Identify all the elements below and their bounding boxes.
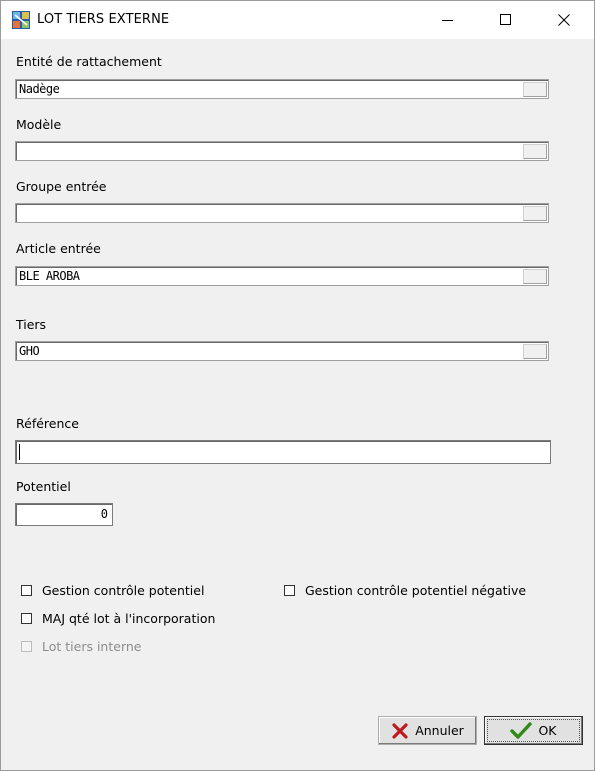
entite-label: Entité de rattachement	[16, 54, 162, 69]
minimize-icon	[442, 14, 454, 26]
article-dropdown-button[interactable]	[523, 269, 547, 284]
checkbox-box[interactable]	[21, 585, 32, 596]
close-icon	[558, 14, 570, 26]
potentiel-value: 0	[100, 507, 108, 521]
ok-label: OK	[538, 723, 557, 738]
gestion-controle-label: Gestion contrôle potentiel	[42, 583, 205, 598]
reference-input[interactable]	[15, 440, 551, 464]
app-icon	[12, 11, 30, 29]
focus-rectangle	[487, 719, 580, 742]
maximize-button[interactable]	[483, 1, 529, 39]
modele-combo[interactable]	[15, 141, 549, 161]
text-caret	[19, 444, 20, 460]
article-combo[interactable]	[15, 266, 549, 286]
close-button[interactable]	[541, 1, 587, 39]
maj-qte-label: MAJ qté lot à l'incorporation	[42, 611, 216, 626]
minimize-button[interactable]	[425, 1, 471, 39]
maj-qte-checkbox[interactable]	[21, 611, 215, 626]
maximize-icon	[500, 14, 512, 26]
gestion-negative-label: Gestion contrôle potentiel négative	[305, 583, 527, 598]
entite-combo[interactable]	[15, 79, 549, 99]
checkbox-box[interactable]	[21, 613, 32, 624]
checkbox-box[interactable]	[284, 585, 295, 596]
window-title: LOT TIERS EXTERNE	[37, 12, 170, 27]
article-label: Article entrée	[16, 241, 101, 256]
article-value: BLE AROBA	[19, 269, 80, 283]
cancel-label: Annuler	[415, 723, 464, 738]
potentiel-label: Potentiel	[16, 479, 71, 494]
cancel-x-icon	[391, 722, 409, 740]
lot-interne-checkbox	[21, 639, 141, 654]
modele-label: Modèle	[16, 117, 62, 132]
gestion-negative-checkbox[interactable]	[284, 583, 526, 598]
entite-value: Nadège	[19, 82, 60, 96]
groupe-dropdown-button[interactable]	[523, 206, 547, 221]
tiers-dropdown-button[interactable]	[523, 344, 547, 359]
title-bar[interactable]	[1, 1, 594, 39]
groupe-label: Groupe entrée	[16, 179, 107, 194]
potentiel-input[interactable]	[15, 503, 113, 526]
reference-label: Référence	[16, 416, 79, 431]
checkbox-box	[21, 641, 32, 652]
modele-dropdown-button[interactable]	[523, 144, 547, 159]
groupe-combo[interactable]	[15, 203, 549, 223]
cancel-button[interactable]	[378, 716, 477, 745]
tiers-label: Tiers	[16, 317, 47, 332]
tiers-combo[interactable]	[15, 341, 549, 361]
ok-button[interactable]	[484, 716, 583, 745]
entite-dropdown-button[interactable]	[523, 82, 547, 97]
tiers-value: GHO	[19, 344, 40, 358]
lot-interne-label: Lot tiers interne	[42, 639, 142, 654]
gestion-controle-checkbox[interactable]	[21, 583, 204, 598]
